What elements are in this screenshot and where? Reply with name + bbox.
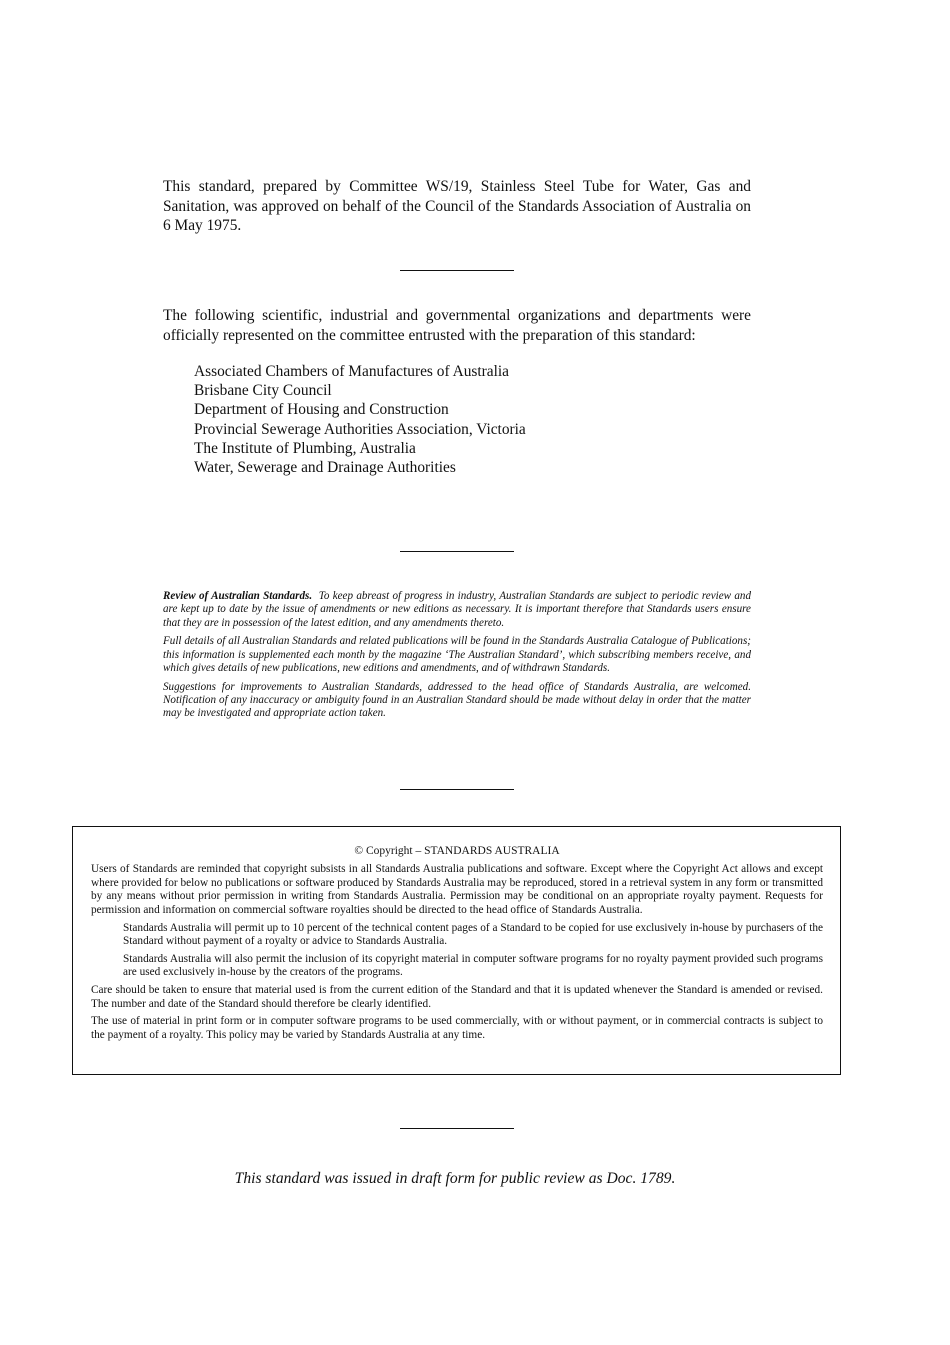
organization-item: Brisbane City Council: [194, 382, 332, 400]
copyright-paragraph: Standards Australia will permit up to 10 percent of the technical content pages of a Standard to be copied for use exclusively in-house by purchasers of the Standard without payment of a royalty or advice to Standards Australia.: [123, 921, 823, 947]
copyright-paragraph: Users of Standards are reminded that copyright subsists in all Standards Australia publications and software. Except where the Copyright Act allows and except where provided for below no publications or software produced by Standards Australia may be reproduced, stored in a retrieval system in any form or transmitted by any means without prior permission in writing from Standards Australia. Permission may be conditional on an appropriate royalty payment. Requests for permission and information on commercial software royalties should be directed to the head office of Standards Australia.: [91, 863, 823, 916]
section-divider: [400, 789, 514, 790]
copyright-title: © Copyright ‒ STANDARDS AUSTRALIA: [354, 845, 560, 857]
organization-item: Provincial Sewerage Authorities Association, Victoria: [194, 420, 526, 438]
copyright-paragraph: The use of material in print form or in computer software programs to be used commercially, with or without payment, or in commercial contracts is subject to the payment of a royalty. This policy may be varied by Standards Australia at any time.: [91, 1015, 823, 1041]
review-lead: Review of Australian Standards.: [163, 590, 313, 602]
section-divider: [400, 270, 514, 271]
representation-text: The following scientific, industrial and governmental organizations and departments were officially represented on the committee entrusted with the preparation of this standard:: [163, 307, 751, 344]
section-divider: [400, 551, 514, 552]
organization-list: [194, 362, 751, 477]
approval-text: This standard, prepared by Committee WS/19, Stainless Steel Tube for Water, Gas and Sanitation, was approved on behalf of the Council of the Standards Association of Australia on 6 May 1975.: [163, 178, 751, 234]
organization-item: Water, Sewerage and Drainage Authorities: [194, 459, 456, 477]
copyright-notice-box: [72, 826, 841, 1075]
draft-note: This standard was issued in draft form for public review as Doc. 1789.: [234, 1170, 676, 1187]
approval-statement: [163, 177, 751, 236]
review-text: To keep abreast of progress in industry, Australian Standards are subject to periodic review and are kept up to date by the issue of amendments or new editions as necessary. It is important therefore that Standards users ensure that they are in possession of the latest edition, and any amendments thereto.: [163, 590, 751, 629]
review-paragraph: Suggestions for improvements to Australian Standards, addressed to the head office of Standards Australia, are welcomed. Notification of any inaccuracy or ambiguity found in an Australian Standard should be made without delay in order that the matter may be investigated and appropriate action taken.: [163, 680, 751, 720]
section-divider: [400, 1128, 514, 1129]
review-paragraph: [163, 590, 751, 630]
organization-item: Associated Chambers of Manufactures of Australia: [194, 363, 509, 380]
organization-item: The Institute of Plumbing, Australia: [194, 439, 416, 457]
committee-representation: [163, 306, 751, 477]
copyright-paragraph: Care should be taken to ensure that material used is from the current edition of the Standard and that it is updated whenever the Standard is amended or revised. The number and date of the Standard should therefore be clearly identified.: [91, 984, 823, 1010]
organization-item: Department of Housing and Construction: [194, 401, 449, 419]
review-notice: [163, 590, 751, 726]
review-paragraph: Full details of all Australian Standards and related publications will be found in the Standards Australia Catalogue of Publications; this information is supplemented each month by the magazine ‘The Australian Standard’, which subscribing members receive, and which gives details of new publications, new editions and amendments, and of withdrawn Standards.: [163, 635, 751, 674]
copyright-paragraph: Standards Australia will also permit the inclusion of its copyright material in computer software programs for no royalty payment provided such programs are used exclusively in-house by the creators of the programs.: [123, 952, 823, 979]
